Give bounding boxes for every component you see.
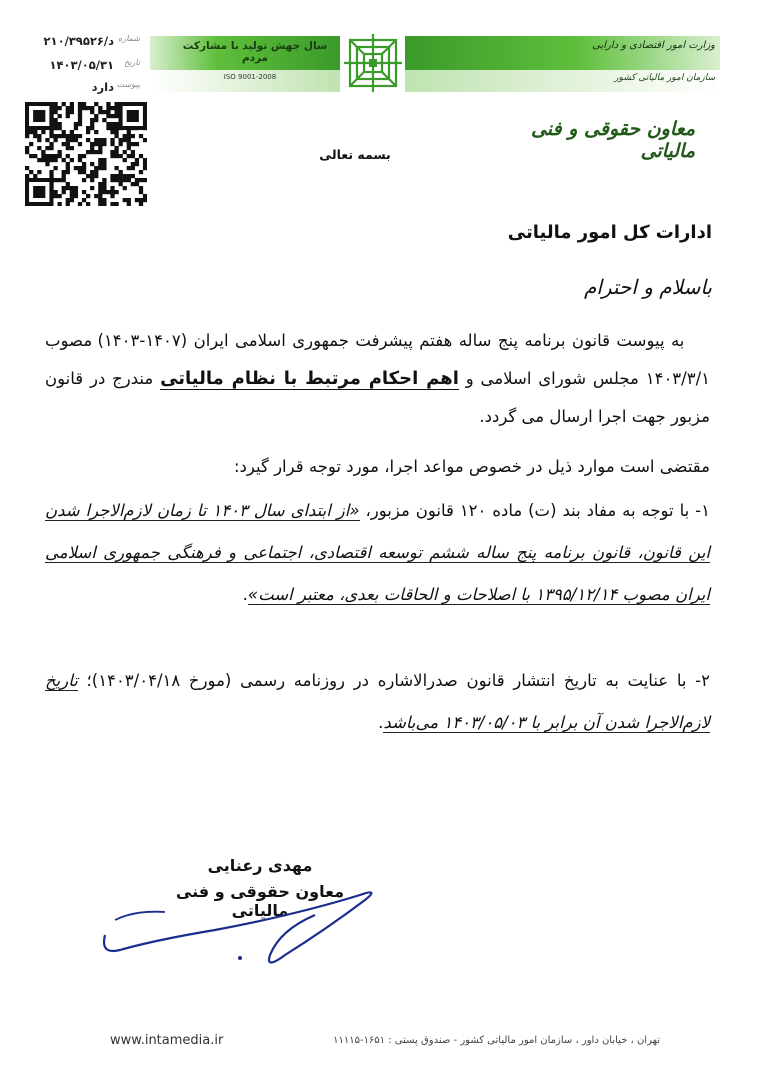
attachment-row <box>30 80 140 98</box>
greeting: باسلام و احترام <box>583 275 712 299</box>
signer-name: مهدی رعنایی <box>207 856 313 875</box>
deputy-header: معاون حقوقی و فنی مالیاتی <box>530 118 695 162</box>
bismillah: بسمه تعالی <box>319 147 391 162</box>
item-2-end: . <box>378 713 384 732</box>
footer-website: www.intamedia.ir <box>110 1033 224 1048</box>
item-1-number: ۱- <box>695 501 710 520</box>
intro-text: به پیوست قانون برنامه پنج ساله هفتم پیشرفت جمهوری اسلامی ایران (۱۴۰۷-۱۴۰۳) مصوب ۱۴۰۳/۳/۱ مجلس شورای اسلامی و <box>45 331 711 388</box>
handwritten-signature <box>95 860 385 980</box>
number-label: شماره <box>118 34 140 43</box>
letter-number: د/۲۱۰/۳۹۵۲۶ <box>43 34 114 48</box>
item-2-number: ۲- <box>695 671 710 690</box>
attachment-value: دارد <box>91 80 114 94</box>
item-1-text: با توجه به مفاد بند (ت) ماده ۱۲۰ قانون مزبور، <box>359 501 690 520</box>
item-2-text: با عنایت به تاریخ انتشار قانون صدرالاشاره در روزنامه رسمی (مورخ ۱۴۰۳/۰۴/۱۸)؛ <box>77 671 687 690</box>
item-1-end: . <box>242 585 248 604</box>
intro-text-end: مندرج در قانون مزبور جهت اجرا ارسال می گردد. <box>45 369 710 426</box>
letter-date: ۱۴۰۳/۰۵/۳۱ <box>49 58 114 72</box>
item-1 <box>45 490 710 616</box>
recipient: ادارات کل امور مالیاتی <box>507 222 712 243</box>
footer-address: تهران ، خیابان داور ، سازمان امور مالیاتی کشور - صندوق پستی : ۱۶۵۱-۱۱۱۱۵ <box>333 1035 660 1046</box>
signer-title: معاون حقوقی و فنی مالیاتی <box>175 882 345 920</box>
qr-code <box>25 102 147 206</box>
year-slogan: سال جهش تولید با مشارکت مردم <box>182 40 328 64</box>
iso-label: ISO 9001-2008 <box>223 73 277 81</box>
intro-bold-text: اهم احکام مرتبط با نظام مالیاتی <box>160 368 459 389</box>
organization-name: سازمان امور مالیاتی کشور <box>614 73 715 83</box>
item-2 <box>45 660 710 744</box>
item-1-quote: «از ابتدای سال ۱۴۰۳ تا زمان لازم‌الاجرا شدن این قانون، قانون برنامه پنج ساله ششم توسعه اقتصادی، اجتماعی و فرهنگی جمهوری اسلامی ایران مصوب ۱۳۹۵/۱۲/۱۴ با اصلاحات و الحاقات بعدی، معتبر است» <box>45 501 710 604</box>
item-2-emphasis: تاریخ لازم‌الاجرا شدن آن برابر با ۱۴۰۳/۰۵/۰۳ می‌باشد <box>45 671 710 732</box>
ministry-name: وزارت امور اقتصادی و دارایی <box>592 40 715 51</box>
attachment-label: پیوست <box>116 80 140 89</box>
letter-number-row <box>30 34 140 52</box>
letter-date-row <box>30 58 140 76</box>
date-label: تاریخ <box>124 58 140 67</box>
tax-emblem-icon <box>342 32 404 94</box>
paragraph-intro <box>45 322 710 436</box>
paragraph-notes: مقتضی است موارد ذیل در خصوص مواعد اجرا، مورد توجه قرار گیرد: <box>233 457 710 476</box>
